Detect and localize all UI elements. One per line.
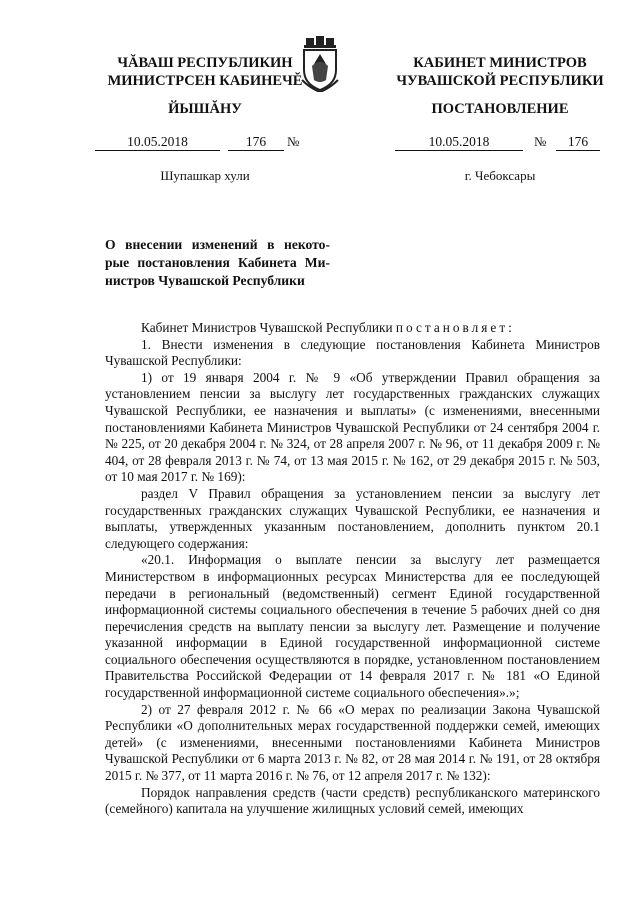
right-org-line1: КАБИНЕТ МИНИСТРОВ xyxy=(413,55,587,71)
section-v-paragraph: раздел V Правил обращения за установлением пенсии за выслугу лет государственных гражданских служащих Чувашской Республики, ее назначения и выплаты, утвержденных указанным постановлением, дополнить пунктом 20.1 следующего содержания: xyxy=(105,485,600,551)
intro-verb: постановляет: xyxy=(395,320,515,335)
left-date: 10.05.2018 xyxy=(95,134,220,151)
subitem-1-paragraph: 1) от 19 января 2004 г. № 9 «Об утверждении Правил обращения за установлением пенсии за выслугу лет государственных гражданских служащих Чувашской Республики, ее назначения и выплаты» (с изменениями, внесенными постановлениями Кабинета Министров Чувашской Республики от 24 сентября 2004 г. № 225, от 20 декабря 2004 г. № 324, от 28 апреля 2007 г. № 96, от 11 декабря 2009 г. № 404, от 28 февраля 2013 г. № 74, от 13 мая 2015 г. № 162, от 29 декабря 2015 г. № 503, от 10 мая 2017 г. № 169): xyxy=(105,369,600,485)
right-doc-type: ПОСТАНОВЛЕНИЕ xyxy=(431,101,569,117)
document-body xyxy=(105,320,600,818)
document-title xyxy=(105,236,330,290)
quote-20-1-paragraph: «20.1. Информация о выплате пенсии за выслугу лет размещается Министерством в информационных ресурсах Министерства для ее последующей передачи в региональный (ведомственный) сегмент Единой государственной информационной системы социального обеспечения в течение 5 рабочих дней со дня перечисления средств на выплату пенсии за выслугу лет. Размещение и получение указанной информации в Единой государственной информационной системе социального обеспечения осуществляются в порядке, установленном постановлением Правительства Российской Федерации от 14 февраля 2017 г. № 181 «О Единой государственной информационной системе социального обеспечения».»; xyxy=(105,552,600,701)
left-place: Шупашкар хули xyxy=(160,168,250,183)
tail-paragraph: Порядок направления средств (части средств) республиканского материнского (семейного) капитала на улучшение жилищных условий семей, имеющих xyxy=(105,784,600,817)
intro-paragraph xyxy=(105,320,600,337)
left-org-line2: МИНИСТРСЕН КАБИНЕЧĔ xyxy=(107,73,303,89)
left-number: 176 xyxy=(228,134,284,151)
left-number-sign: № xyxy=(287,134,300,149)
right-org-line2: ЧУВАШСКОЙ РЕСПУБЛИКИ xyxy=(396,73,604,89)
coat-of-arms-emblem xyxy=(298,36,342,92)
intro-prefix: Кабинет Министров Чувашской Республики xyxy=(141,320,393,335)
left-doc-type: ЙЫШĂНУ xyxy=(168,101,242,117)
right-number: 176 xyxy=(556,134,600,151)
left-org-line1: ЧĂВАШ РЕСПУБЛИКИН xyxy=(117,55,293,71)
right-org-name xyxy=(390,54,610,90)
left-org-name xyxy=(95,54,315,90)
title-line2: рые постановления Кабинета Ми- xyxy=(105,255,330,270)
right-number-sign: № xyxy=(534,134,547,149)
title-line1: О внесении изменений в некото- xyxy=(105,237,330,252)
right-date: 10.05.2018 xyxy=(395,134,523,151)
subitem-2-paragraph: 2) от 27 февраля 2012 г. № 66 «О мерах по реализации Закона Чувашской Республики «О дополнительных мерах государственной поддержки семей, имеющих детей» (с изменениями, внесенными постановлениями Кабинета Министров Чувашской Республики от 6 марта 2013 г. № 82, от 28 мая 2014 г. № 191, от 28 октября 2015 г. № 377, от 11 марта 2016 г. № 76, от 12 апреля 2017 г. № 132): xyxy=(105,701,600,784)
item-1-paragraph: 1. Внести изменения в следующие постановления Кабинета Министров Чувашской Республики: xyxy=(105,336,600,369)
title-line3: нистров Чувашской Республики xyxy=(105,273,305,288)
right-place: г. Чебоксары xyxy=(464,168,536,183)
